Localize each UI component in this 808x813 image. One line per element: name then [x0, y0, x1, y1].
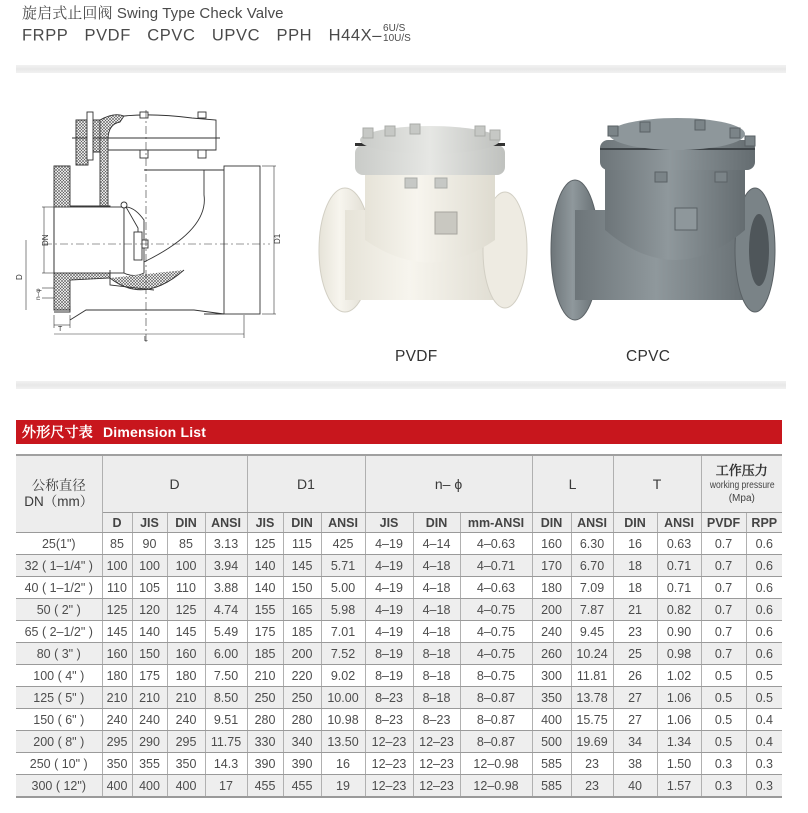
table-cell: 12–23: [365, 775, 413, 798]
table-cell: 12–23: [365, 731, 413, 753]
table-cell: 125: [247, 533, 283, 555]
table-cell: 390: [247, 753, 283, 775]
cell-dn: 40 ( 1–1/2" ): [16, 577, 102, 599]
table-cell: 8–0.87: [460, 709, 532, 731]
cell-dn: 150 ( 6" ): [16, 709, 102, 731]
dimension-list-banner: [16, 420, 782, 444]
table-cell: 300: [532, 665, 571, 687]
table-cell: 12–23: [413, 775, 460, 798]
table-cell: 200: [283, 643, 321, 665]
table-cell: 1.06: [657, 709, 701, 731]
table-cell: 295: [167, 731, 205, 753]
cell-dn: 50 ( 2" ): [16, 599, 102, 621]
table-cell: 400: [132, 775, 167, 798]
cpvc-valve-photo: [545, 100, 785, 345]
table-row: [16, 555, 782, 577]
table-cell: 4.74: [205, 599, 247, 621]
table-cell: 0.6: [746, 533, 782, 555]
table-cell: 7.01: [321, 621, 365, 643]
header-dn-en: DN（mm）: [24, 494, 94, 509]
subheader: ANSI: [571, 513, 613, 533]
table-cell: 0.6: [746, 555, 782, 577]
table-cell: 185: [283, 621, 321, 643]
table-cell: 26: [613, 665, 657, 687]
table-cell: 240: [132, 709, 167, 731]
table-cell: 220: [283, 665, 321, 687]
table-cell: 115: [283, 533, 321, 555]
table-body: [16, 533, 782, 798]
table-cell: 16: [321, 753, 365, 775]
title-en: Swing Type Check Valve: [116, 5, 284, 22]
table-cell: 12–0.98: [460, 775, 532, 798]
table-cell: 110: [167, 577, 205, 599]
pvdf-photo-label: PVDF: [395, 348, 438, 365]
table-cell: 8–19: [365, 665, 413, 687]
cell-dn: 250 ( 10" ): [16, 753, 102, 775]
subheader: DIN: [532, 513, 571, 533]
table-cell: 0.7: [701, 599, 746, 621]
table-cell: 5.71: [321, 555, 365, 577]
table-cell: 8–23: [365, 687, 413, 709]
page-title: [22, 2, 284, 23]
table-cell: 27: [613, 709, 657, 731]
table-cell: 11.81: [571, 665, 613, 687]
table-cell: 8–0.87: [460, 687, 532, 709]
table-cell: 100: [132, 555, 167, 577]
dim-label-n-phi: n–φ: [35, 288, 42, 300]
table-cell: 5.98: [321, 599, 365, 621]
table-cell: 1.06: [657, 687, 701, 709]
materials-model-line: [22, 23, 411, 46]
table-cell: 21: [613, 599, 657, 621]
table-cell: 160: [167, 643, 205, 665]
table-cell: 3.88: [205, 577, 247, 599]
table-cell: 11.75: [205, 731, 247, 753]
table-cell: 4–0.75: [460, 599, 532, 621]
table-cell: 0.5: [746, 665, 782, 687]
table-cell: 160: [102, 643, 132, 665]
table-cell: 18: [613, 577, 657, 599]
table-row: [16, 621, 782, 643]
table-cell: 8–0.87: [460, 731, 532, 753]
table-cell: 0.71: [657, 555, 701, 577]
table-cell: 17: [205, 775, 247, 798]
dim-label-t: T: [58, 326, 63, 333]
cell-dn: 125 ( 5" ): [16, 687, 102, 709]
subheader: mm-ANSI: [460, 513, 532, 533]
table-cell: 210: [102, 687, 132, 709]
table-cell: 0.5: [746, 687, 782, 709]
table-cell: 0.5: [701, 665, 746, 687]
table-cell: 120: [132, 599, 167, 621]
table-cell: 150: [132, 643, 167, 665]
table-cell: 4–0.75: [460, 643, 532, 665]
table-cell: 105: [132, 577, 167, 599]
valve-cross-section-drawing: [14, 110, 284, 350]
table-cell: 8–0.75: [460, 665, 532, 687]
table-cell: 165: [283, 599, 321, 621]
table-cell: 4–0.75: [460, 621, 532, 643]
subheader: D: [102, 513, 132, 533]
table-cell: 25: [613, 643, 657, 665]
table-cell: 7.52: [321, 643, 365, 665]
dim-label-dn: DN: [41, 234, 50, 246]
table-cell: 290: [132, 731, 167, 753]
table-cell: 4–19: [365, 577, 413, 599]
table-row: [16, 599, 782, 621]
table-cell: 585: [532, 775, 571, 798]
table-cell: 34: [613, 731, 657, 753]
header-d1: D1: [247, 455, 365, 513]
table-cell: 125: [167, 599, 205, 621]
table-cell: 400: [102, 775, 132, 798]
table-cell: 160: [532, 533, 571, 555]
table-cell: 100: [167, 555, 205, 577]
subheader: JIS: [132, 513, 167, 533]
table-cell: 0.7: [701, 621, 746, 643]
table-cell: 400: [167, 775, 205, 798]
table-cell: 23: [613, 621, 657, 643]
table-cell: 170: [532, 555, 571, 577]
divider-band-top: [16, 65, 786, 73]
header-wp-en: working pressure: [709, 480, 775, 491]
dim-label-d1: D1: [273, 233, 282, 244]
table-cell: 10.00: [321, 687, 365, 709]
subheader: ANSI: [321, 513, 365, 533]
table-cell: 355: [132, 753, 167, 775]
table-cell: 140: [247, 577, 283, 599]
pvdf-valve-photo: [305, 100, 545, 345]
subheader: ANSI: [205, 513, 247, 533]
table-cell: 0.6: [746, 621, 782, 643]
subheader: RPP: [746, 513, 782, 533]
pressure-rating-fraction: [383, 24, 411, 44]
header-dn-cn: 公称直径: [31, 478, 86, 493]
table-cell: 210: [247, 665, 283, 687]
table-cell: 12–23: [365, 753, 413, 775]
table-cell: 8–19: [365, 643, 413, 665]
table-cell: 0.98: [657, 643, 701, 665]
table-cell: 0.5: [701, 731, 746, 753]
table-cell: 125: [102, 599, 132, 621]
dim-label-d: D: [15, 274, 24, 280]
table-cell: 280: [283, 709, 321, 731]
table-cell: 390: [283, 753, 321, 775]
table-cell: 0.6: [746, 577, 782, 599]
table-cell: 500: [532, 731, 571, 753]
table-cell: 19.69: [571, 731, 613, 753]
table-cell: 4–18: [413, 577, 460, 599]
table-cell: 155: [247, 599, 283, 621]
table-cell: 260: [532, 643, 571, 665]
table-cell: 85: [102, 533, 132, 555]
table-cell: 0.6: [746, 643, 782, 665]
table-cell: 180: [167, 665, 205, 687]
table-cell: 4–19: [365, 555, 413, 577]
table-cell: 0.7: [701, 577, 746, 599]
table-sub-header-row: [16, 513, 782, 533]
header-dn: [16, 455, 102, 533]
subheader: JIS: [365, 513, 413, 533]
cell-dn: 200 ( 8" ): [16, 731, 102, 753]
subheader: DIN: [283, 513, 321, 533]
table-cell: 145: [167, 621, 205, 643]
table-cell: 210: [132, 687, 167, 709]
table-cell: 240: [532, 621, 571, 643]
table-cell: 0.71: [657, 577, 701, 599]
table-cell: 250: [247, 687, 283, 709]
table-cell: 180: [102, 665, 132, 687]
table-cell: 38: [613, 753, 657, 775]
table-cell: 19: [321, 775, 365, 798]
table-cell: 0.6: [746, 599, 782, 621]
table-cell: 425: [321, 533, 365, 555]
table-cell: 4–18: [413, 555, 460, 577]
table-cell: 12–0.98: [460, 753, 532, 775]
table-cell: 10.24: [571, 643, 613, 665]
header-d: D: [102, 455, 247, 513]
table-cell: 5.49: [205, 621, 247, 643]
table-cell: 6.70: [571, 555, 613, 577]
subheader: ANSI: [657, 513, 701, 533]
table-cell: 0.3: [701, 775, 746, 798]
header-t: T: [613, 455, 701, 513]
table-cell: 12–23: [413, 753, 460, 775]
table-group-header-row: [16, 455, 782, 513]
table-cell: 14.3: [205, 753, 247, 775]
table-cell: 18: [613, 555, 657, 577]
subheader: DIN: [613, 513, 657, 533]
table-cell: 145: [283, 555, 321, 577]
materials-text: FRPP PVDF CPVC UPVC PPH H44X–: [22, 26, 383, 45]
table-cell: 150: [283, 577, 321, 599]
banner-title-cn: 外形尺寸表: [22, 424, 93, 440]
table-cell: 10.98: [321, 709, 365, 731]
banner-title-en: Dimension List: [103, 424, 207, 440]
table-cell: 8.50: [205, 687, 247, 709]
table-cell: 175: [132, 665, 167, 687]
table-cell: 8–18: [413, 643, 460, 665]
table-row: [16, 665, 782, 687]
pressure-top: 6U/S: [383, 23, 406, 34]
table-cell: 100: [102, 555, 132, 577]
divider-band-bottom: [16, 381, 786, 389]
table-cell: 13.50: [321, 731, 365, 753]
table-cell: 240: [102, 709, 132, 731]
table-cell: 455: [283, 775, 321, 798]
table-cell: 110: [102, 577, 132, 599]
table-cell: 0.7: [701, 533, 746, 555]
table-cell: 4–0.63: [460, 577, 532, 599]
table-cell: 8–18: [413, 687, 460, 709]
table-row: [16, 533, 782, 555]
table-cell: 0.63: [657, 533, 701, 555]
table-cell: 3.13: [205, 533, 247, 555]
table-cell: 4–0.63: [460, 533, 532, 555]
table-cell: 295: [102, 731, 132, 753]
header-wp-unit: (Mpa): [728, 493, 755, 504]
table-cell: 4–19: [365, 599, 413, 621]
table-cell: 12–23: [413, 731, 460, 753]
table-cell: 0.90: [657, 621, 701, 643]
table-cell: 27: [613, 687, 657, 709]
table-cell: 8–23: [413, 709, 460, 731]
subheader: PVDF: [701, 513, 746, 533]
table-cell: 1.50: [657, 753, 701, 775]
table-cell: 455: [247, 775, 283, 798]
table-cell: 5.00: [321, 577, 365, 599]
table-cell: 0.82: [657, 599, 701, 621]
table-cell: 250: [283, 687, 321, 709]
table-cell: 7.87: [571, 599, 613, 621]
table-cell: 23: [571, 775, 613, 798]
table-cell: 280: [247, 709, 283, 731]
table-cell: 350: [102, 753, 132, 775]
table-cell: 6.00: [205, 643, 247, 665]
table-row: [16, 731, 782, 753]
table-cell: 350: [532, 687, 571, 709]
table-cell: 4–0.71: [460, 555, 532, 577]
subheader: DIN: [167, 513, 205, 533]
header-working-pressure: [701, 455, 782, 513]
header-wp-cn: 工作压力: [715, 463, 768, 478]
header-n-phi: n– ϕ: [365, 455, 532, 513]
table-cell: 4–18: [413, 621, 460, 643]
table-cell: 1.34: [657, 731, 701, 753]
table-cell: 13.78: [571, 687, 613, 709]
table-cell: 330: [247, 731, 283, 753]
table-row: [16, 577, 782, 599]
table-cell: 3.94: [205, 555, 247, 577]
table-cell: 240: [167, 709, 205, 731]
table-row: [16, 775, 782, 798]
table-cell: 8–18: [413, 665, 460, 687]
table-cell: 0.5: [701, 709, 746, 731]
title-cn: 旋启式止回阀: [22, 5, 113, 22]
table-cell: 0.4: [746, 709, 782, 731]
cell-dn: 300 ( 12"): [16, 775, 102, 798]
cpvc-photo-label: CPVC: [626, 348, 671, 365]
table-cell: 145: [102, 621, 132, 643]
subheader: JIS: [247, 513, 283, 533]
table-cell: 340: [283, 731, 321, 753]
pressure-bottom: 10U/S: [383, 33, 411, 44]
table-cell: 23: [571, 753, 613, 775]
table-cell: 85: [167, 533, 205, 555]
table-cell: 0.5: [701, 687, 746, 709]
table-cell: 9.45: [571, 621, 613, 643]
table-cell: 4–18: [413, 599, 460, 621]
table-cell: 210: [167, 687, 205, 709]
table-row: [16, 709, 782, 731]
table-row: [16, 643, 782, 665]
dimension-table: [16, 454, 782, 798]
table-cell: 1.02: [657, 665, 701, 687]
table-cell: 185: [247, 643, 283, 665]
table-cell: 16: [613, 533, 657, 555]
cell-dn: 25(1"): [16, 533, 102, 555]
table-cell: 15.75: [571, 709, 613, 731]
table-cell: 350: [167, 753, 205, 775]
table-cell: 1.57: [657, 775, 701, 798]
table-cell: 7.09: [571, 577, 613, 599]
table-cell: 0.4: [746, 731, 782, 753]
table-cell: 0.3: [746, 775, 782, 798]
cell-dn: 80 ( 3" ): [16, 643, 102, 665]
table-cell: 6.30: [571, 533, 613, 555]
table-cell: 585: [532, 753, 571, 775]
table-cell: 40: [613, 775, 657, 798]
cell-dn: 100 ( 4" ): [16, 665, 102, 687]
table-cell: 0.3: [701, 753, 746, 775]
table-row: [16, 753, 782, 775]
table-cell: 4–14: [413, 533, 460, 555]
cell-dn: 65 ( 2–1/2" ): [16, 621, 102, 643]
table-cell: 0.3: [746, 753, 782, 775]
table-cell: 140: [132, 621, 167, 643]
table-cell: 200: [532, 599, 571, 621]
table-cell: 4–19: [365, 621, 413, 643]
subheader: DIN: [413, 513, 460, 533]
cell-dn: 32 ( 1–1/4" ): [16, 555, 102, 577]
table-cell: 400: [532, 709, 571, 731]
table-cell: 90: [132, 533, 167, 555]
table-cell: 9.02: [321, 665, 365, 687]
table-cell: 4–19: [365, 533, 413, 555]
dim-label-l: L: [144, 336, 148, 343]
table-cell: 140: [247, 555, 283, 577]
table-cell: 7.50: [205, 665, 247, 687]
table-cell: 175: [247, 621, 283, 643]
table-cell: 9.51: [205, 709, 247, 731]
table-cell: 180: [532, 577, 571, 599]
table-cell: 0.7: [701, 555, 746, 577]
table-row: [16, 687, 782, 709]
table-cell: 0.7: [701, 643, 746, 665]
header-l: L: [532, 455, 613, 513]
table-cell: 8–23: [365, 709, 413, 731]
